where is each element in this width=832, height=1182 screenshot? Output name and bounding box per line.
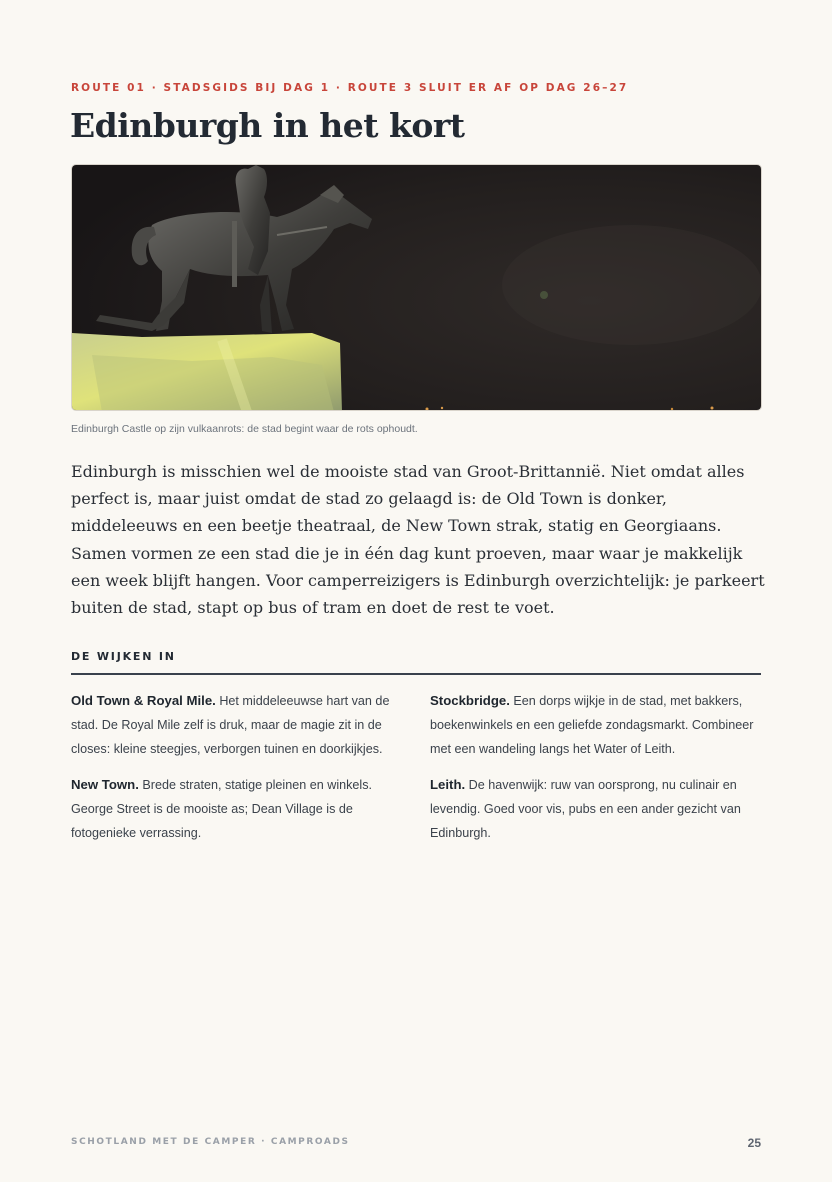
districts-column-right: [430, 689, 762, 857]
district-name: Leith.: [430, 777, 466, 792]
district-old-town: [71, 689, 401, 761]
district-name: Stockbridge.: [430, 693, 510, 708]
photo-caption: Edinburgh Castle op zijn vulkaanrots: de stad begint waar de rots ophoudt.: [71, 423, 418, 435]
footer-publication: SCHOTLAND MET DE CAMPER · CAMPROADS: [71, 1137, 350, 1147]
castle-photo: [71, 164, 762, 411]
district-description: De havenwijk: ruw van oorsprong, nu culinair en levendig. Goed voor vis, pubs en een ander gezicht van Edinburgh.: [430, 778, 741, 840]
district-stockbridge: [430, 689, 762, 761]
district-leith: [430, 773, 762, 845]
route-kicker: ROUTE 01 · STADSGIDS BIJ DAG 1 · ROUTE 3 SLUIT ER AF OP DAG 26–27: [71, 82, 629, 94]
district-new-town: [71, 773, 401, 845]
intro-paragraph: Edinburgh is misschien wel de mooiste stad van Groot-Brittannië. Niet omdat alles perfect is, maar juist omdat de stad zo gelaagd is: de Old Town is donker, middeleeuws en een beetje theatraal, de New Town strak, statig en Georgiaans. Samen vormen ze een stad die je in één dag kunt proeven, maar waar je makkelijk een week blijft hangen. Voor camperreizigers is Edinburgh overzichtelijk: je parkeert buiten de stad, stapt op bus of tram en doet de rest te voet.: [71, 462, 765, 618]
statue-photo-illustration: [72, 165, 762, 411]
page-number: 25: [747, 1136, 761, 1150]
page-title: Edinburgh in het kort: [70, 106, 465, 145]
district-description: Een dorps wijkje in de stad, met bakkers, boekenwinkels en een geliefde zondagsmarkt. Combineer met een wandeling langs het Water of Leith.: [430, 694, 754, 756]
district-description: Het middeleeuwse hart van de stad. De Royal Mile zelf is druk, maar de magie zit in de closes: kleine steegjes, verborgen tuinen en doorkijkjes.: [71, 694, 390, 756]
districts-heading: DE WIJKEN IN: [71, 650, 176, 663]
districts-column-left: [71, 689, 401, 857]
district-description: Brede straten, statige pleinen en winkels. George Street is de mooiste as; Dean Village is de fotogenieke verrassing.: [71, 778, 373, 840]
section-divider: [71, 673, 761, 675]
district-name: Old Town & Royal Mile.: [71, 693, 216, 708]
district-name: New Town.: [71, 777, 139, 792]
